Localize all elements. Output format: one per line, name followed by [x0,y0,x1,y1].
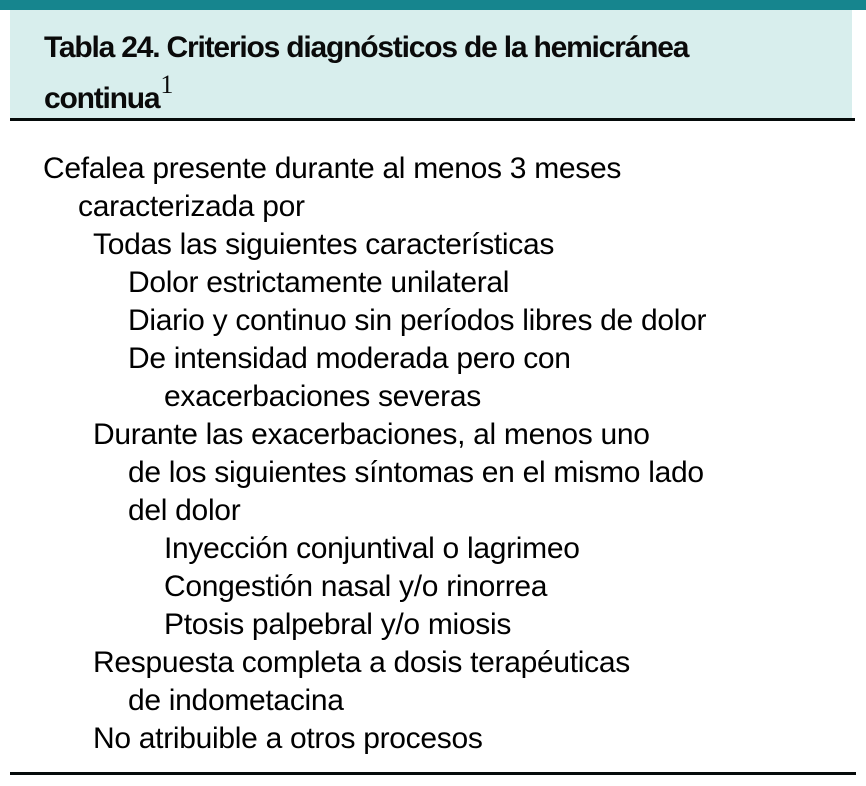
page-title-line-1: Tabla 24. Criterios diagnósticos de la hemicránea [44,31,689,64]
table-bottom-rule [10,772,856,775]
criteria-line: Cefalea presente durante al menos 3 meses [43,152,622,185]
criteria-line: Ptosis palpebral y/o miosis [164,608,512,641]
criteria-line: caracterizada por [78,190,305,223]
criteria-line: Inyección conjuntival o lagrimeo [164,532,580,565]
criteria-line: de los siguientes síntomas en el mismo lado [128,456,704,489]
criteria-line: Congestión nasal y/o rinorrea [164,570,548,603]
diagnostic-criteria-list [43,150,843,758]
footnote-reference-marker: 1 [160,70,174,99]
criteria-line: Durante las exacerbaciones, al menos uno [93,418,650,451]
criteria-line: Diario y continuo sin períodos libres de dolor [128,304,707,337]
criteria-line: Todas las siguientes características [93,228,555,261]
table-accent-top-bar [0,0,866,10]
page-title-line-2-text: continua [44,82,160,115]
criteria-line: Dolor estrictamente unilateral [128,266,510,299]
table-header [10,10,852,118]
criteria-line: De intensidad moderada pero con [128,342,571,375]
criteria-line: No atribuible a otros procesos [93,722,483,755]
criteria-line: Respuesta completa a dosis terapéuticas [93,646,630,679]
criteria-line: del dolor [128,494,241,527]
criteria-line: de indometacina [128,684,344,717]
header-divider-rule [10,118,855,121]
page-title-line-2 [44,68,852,119]
criteria-line: exacerbaciones severas [164,380,481,413]
